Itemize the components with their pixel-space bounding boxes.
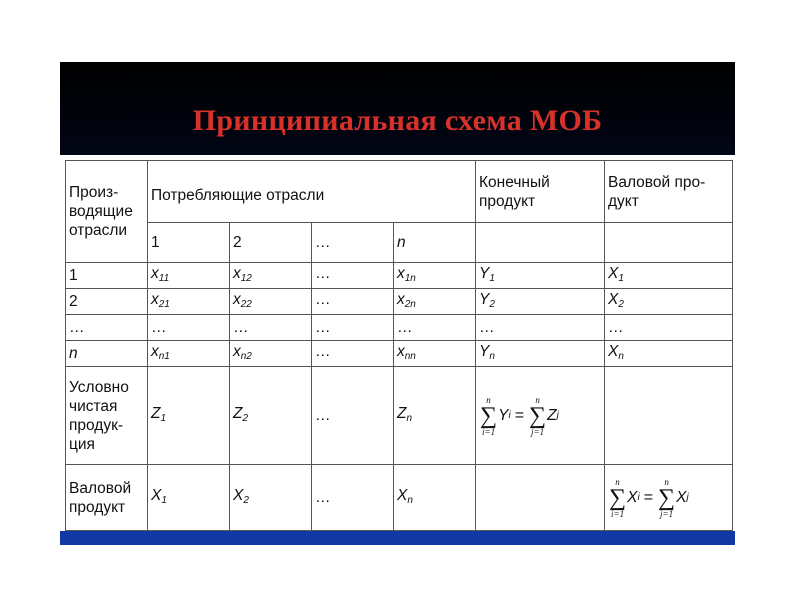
cell-var: x	[151, 290, 159, 308]
cell-var: X	[397, 486, 408, 504]
row-label: 1	[66, 263, 148, 289]
cell-sub: n	[618, 350, 624, 362]
cell-sub: n1	[158, 350, 170, 362]
header-final: Конечный продукт	[476, 161, 605, 223]
cell-var: Y	[479, 342, 490, 360]
cell-sub: 22	[240, 298, 252, 310]
cell-var: …	[315, 342, 331, 360]
net-product-row	[66, 367, 733, 465]
row-label: …	[66, 315, 148, 341]
cell-var: …	[479, 319, 495, 336]
cell	[230, 341, 312, 367]
col-2: 2	[230, 223, 312, 263]
cell	[230, 263, 312, 289]
cell	[148, 263, 230, 289]
cell	[312, 367, 394, 465]
cell-var: x	[397, 342, 405, 360]
header-producing: Произ-водящие отрасли	[66, 161, 148, 263]
cell-sub: 1n	[404, 272, 416, 284]
col-dots: …	[312, 223, 394, 263]
final-cell	[476, 263, 605, 289]
cell-var: Z	[151, 404, 161, 422]
cell	[230, 367, 312, 465]
header-consuming: Потребляющие отрасли	[148, 161, 476, 223]
sum-lower: i=1	[611, 508, 625, 519]
cell-var: Z	[233, 404, 243, 422]
cell-var: x	[151, 342, 159, 360]
equals: =	[643, 489, 654, 506]
gross-cell	[605, 341, 733, 367]
header-gross: Валовой про-дукт	[605, 161, 733, 223]
mob-table	[65, 160, 733, 531]
table-row	[66, 263, 733, 289]
cell-var: Y	[479, 290, 490, 308]
equals: =	[514, 407, 525, 424]
sum-lower: j=1	[531, 426, 545, 437]
gross-product-row	[66, 465, 733, 531]
sum-lower: j=1	[660, 508, 674, 519]
table-row	[66, 315, 733, 341]
final-cell	[476, 341, 605, 367]
term: Y	[498, 407, 509, 424]
cell-var: …	[233, 319, 249, 336]
header-final-empty	[476, 223, 605, 263]
cell	[230, 289, 312, 315]
cell	[312, 315, 394, 341]
sum-upper: n	[664, 476, 669, 487]
cell-sub: 2	[243, 494, 249, 506]
cell-sub: 11	[158, 272, 170, 284]
cell-var: X	[151, 486, 162, 504]
header-gross-empty	[605, 223, 733, 263]
sum-upper: n	[486, 394, 491, 405]
cell	[394, 289, 476, 315]
cell-var: x	[233, 342, 241, 360]
final-cell	[476, 289, 605, 315]
sum-symbol: n ∑ i=1	[609, 476, 627, 519]
cell	[394, 315, 476, 341]
cell	[312, 263, 394, 289]
cell-sub: 2n	[404, 298, 416, 310]
table-row	[66, 341, 733, 367]
cell-sub: 2	[489, 298, 495, 310]
cell-sub: nn	[404, 350, 416, 362]
cell	[148, 465, 230, 531]
empty-cell	[476, 465, 605, 531]
term-sub: i	[637, 492, 640, 503]
cell-sub: 1	[160, 412, 167, 424]
term-sub: i	[508, 410, 511, 421]
cell	[394, 263, 476, 289]
cell	[148, 367, 230, 465]
term: X	[627, 489, 638, 506]
row-label: n	[66, 341, 148, 367]
sum-lower: i=1	[482, 426, 496, 437]
cell	[230, 315, 312, 341]
cell	[148, 289, 230, 315]
sum-upper: n	[615, 476, 620, 487]
cell-sub: 1	[489, 272, 495, 284]
cell-sub: n	[407, 494, 413, 506]
sum-symbol: n ∑ i=1	[480, 394, 498, 437]
cell	[312, 465, 394, 531]
cell-var: …	[315, 489, 331, 506]
sum-symbol: n ∑ j=1	[529, 394, 547, 437]
cell	[312, 289, 394, 315]
cell	[148, 315, 230, 341]
term-sub: j	[556, 410, 559, 421]
cell-var: X	[608, 342, 619, 360]
cell-var: X	[608, 264, 619, 282]
cell-var: Y	[479, 264, 490, 282]
row-label: Условно чистая продук-ция	[66, 367, 148, 465]
cell-sub: n	[489, 350, 495, 362]
term: Z	[547, 407, 557, 424]
gross-cell	[605, 263, 733, 289]
cell-sub: n2	[240, 350, 252, 362]
cell-var: …	[397, 319, 413, 336]
sum-symbol: n ∑ j=1	[658, 476, 676, 519]
cell-var: …	[151, 319, 167, 336]
cell-var: x	[233, 264, 241, 282]
cell-sub: 21	[158, 298, 170, 310]
col-n: n	[394, 223, 476, 263]
cell-sub: 2	[618, 298, 624, 310]
row-label: 2	[66, 289, 148, 315]
cell-var: …	[608, 319, 624, 336]
empty-cell	[605, 367, 733, 465]
cell-var: …	[315, 264, 331, 282]
net-sum-formula	[476, 367, 605, 465]
cell-var: Z	[397, 404, 407, 422]
table-row	[66, 289, 733, 315]
cell-sub: 12	[240, 272, 252, 284]
gross-cell	[605, 315, 733, 341]
cell-var: X	[608, 290, 619, 308]
cell-var: x	[397, 290, 405, 308]
cell	[230, 465, 312, 531]
cell-sub: 1	[161, 494, 167, 506]
cell	[394, 465, 476, 531]
cell-sub: 2	[242, 412, 249, 424]
cell-var: …	[315, 290, 331, 308]
final-cell	[476, 315, 605, 341]
row-label: Валовой продукт	[66, 465, 148, 531]
gross-cell	[605, 289, 733, 315]
gross-sum-formula	[605, 465, 733, 531]
cell	[394, 367, 476, 465]
cell-var: x	[233, 290, 241, 308]
cell-var: x	[397, 264, 405, 282]
sum-upper: n	[535, 394, 540, 405]
term: X	[676, 489, 687, 506]
bottom-bar	[60, 531, 735, 545]
term-sub: j	[686, 492, 689, 503]
cell	[148, 341, 230, 367]
cell-sub: 1	[618, 272, 624, 284]
cell-var: x	[151, 264, 159, 282]
cell-var: …	[315, 407, 331, 424]
cell	[312, 341, 394, 367]
cell	[394, 341, 476, 367]
col-1: 1	[148, 223, 230, 263]
cell-sub: n	[406, 412, 413, 424]
slide-title: Принципиальная схема МОБ	[192, 104, 603, 137]
cell-var: X	[233, 486, 244, 504]
cell-var: …	[315, 319, 331, 336]
